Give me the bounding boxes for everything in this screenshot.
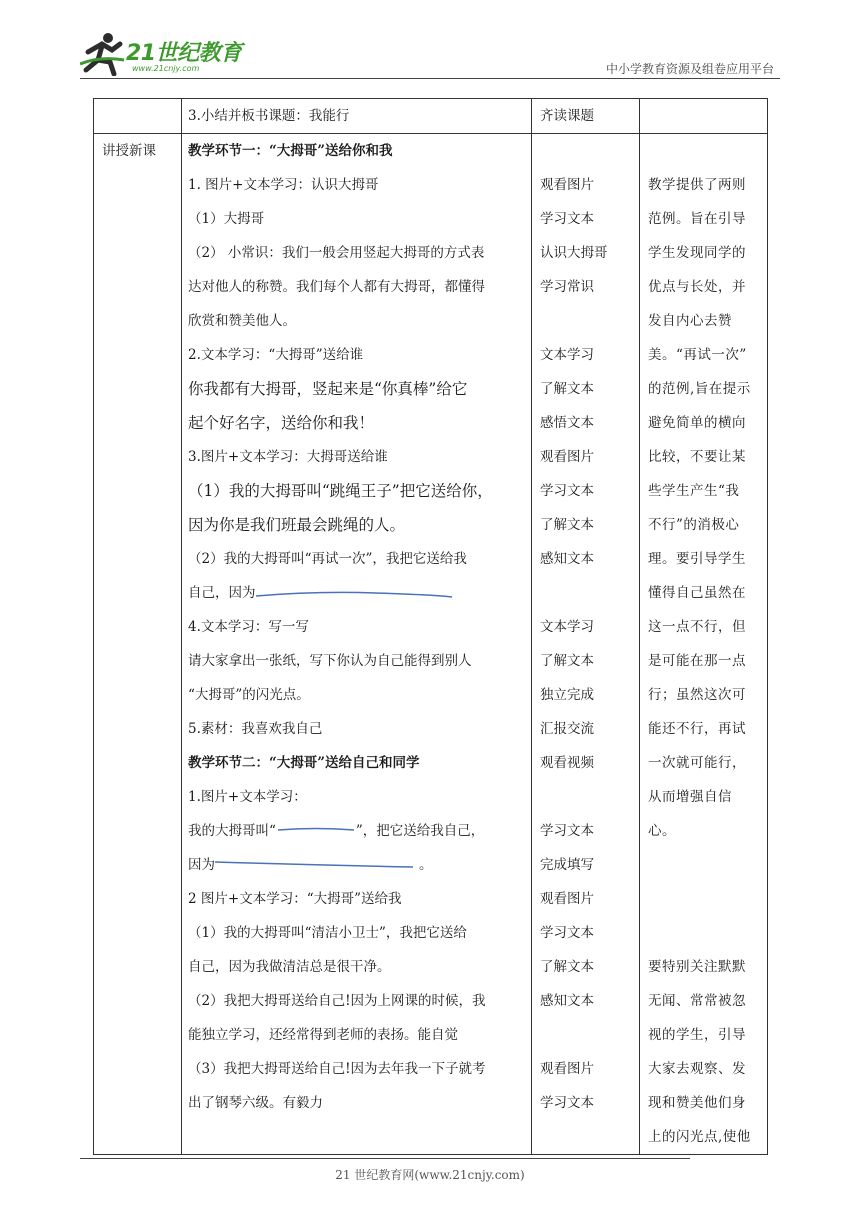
content-line: （1）我的大拇哥叫“跳绳王子”把它送给你， [188,482,493,500]
activity-line [532,134,639,168]
intent-line: 要特别关注默默 [648,959,746,975]
activity-line: 了解文本 [540,381,594,397]
activity-line [532,304,639,338]
content-line: 出了钢琴六级。有毅力 [188,1095,323,1111]
content-line: 因为你是我们班最会跳绳的人。 [188,516,406,534]
intent-line [640,134,767,168]
header-divider [80,78,780,79]
content-line: 达对他人的称赞。我们每个人都有大拇哥，都懂得 [188,279,485,295]
activity-line: 齐读课题 [540,108,594,124]
intent-line: 现和赞美他们身 [648,1095,746,1111]
intent-line: 教学提供了两则 [648,177,746,193]
site-logo[interactable] [80,30,250,78]
intent-line: 视的学生，引导 [648,1027,746,1043]
content-line: 教学环节二：“大拇哥”送给自己和同学 [188,755,420,771]
activity-line: 观看图片 [540,1061,594,1077]
activity-line: 文本学习 [540,619,594,635]
content-line: （1）我的大拇哥叫“清洁小卫士”，我把它送给 [188,925,467,941]
activity-line: 感知文本 [540,551,594,567]
intent-line: 行；虽然这次可 [648,687,746,703]
activity-line: 了解文本 [540,653,594,669]
content-line: （2）我把大拇哥送给自己!因为上网课的时候，我 [188,993,486,1009]
handwritten-blank [215,859,415,873]
intent-line: 无闻、常常被忽 [648,993,746,1009]
intent-line: 学生发现同学的 [648,245,746,261]
activity-line: 观看图片 [540,891,594,907]
intent-line: 从而增强自信 [648,789,732,805]
content-line: （1）大拇哥 [188,211,265,227]
activity-line: 学习文本 [540,483,594,499]
platform-title: 中小学教育资源及组卷应用平台 [605,62,774,76]
content-line-text: 。 [419,857,433,873]
intent-line: 上的闪光点,使他 [648,1129,751,1145]
intent-line: 大家去观察、发 [648,1061,746,1077]
content-line [182,848,531,882]
activity-line [532,1018,639,1052]
intent-line: 发自内心去赞 [648,313,732,329]
section-label: 讲授新课 [102,143,156,159]
content-line: 欣赏和赞美他人。 [188,313,296,329]
intent-line: 心。 [648,823,676,839]
activity-cell [532,134,640,1155]
intent-line: 是可能在那一点 [648,653,746,669]
content-line: 你我都有大拇哥，竖起来是“你真棒”给它 [188,380,468,398]
activity-line: 学习常识 [540,279,594,295]
content-line: 5.素材：我喜欢我自己 [188,721,323,737]
activity-line: 观看视频 [540,755,594,771]
intent-line: 这一点不行，但 [648,619,746,635]
content-line: 能独立学习，还经常得到老师的表扬。能自觉 [188,1027,458,1043]
table-row [94,134,768,1155]
content-line: 起个好名字，送给你和我！ [188,414,375,432]
content-line [182,814,531,848]
activity-cell [532,99,640,134]
table-row [94,99,768,134]
page-header [0,0,860,82]
activity-line: 学习文本 [540,925,594,941]
activity-line: 独立完成 [540,687,594,703]
content-cell [182,134,532,1155]
activity-line: 汇报交流 [540,721,594,737]
lesson-plan-table [93,98,768,1155]
content-line: 请大家拿出一张纸，写下你认为自己能得到别人 [188,653,472,669]
intent-line: 美。“再试一次” [648,347,747,363]
intent-cell [640,99,768,134]
intent-line: 些学生产生“我 [648,483,740,499]
intent-line [640,882,767,916]
intent-line: 不行”的消极心 [648,517,740,533]
logo-brand-text: 21世纪教育 [126,41,242,66]
content-line: 4.文本学习：写一写 [188,619,309,635]
content-line: 1.图片+文本学习： [188,789,307,805]
content-line: （2）我的大拇哥叫“再试一次”，我把它送给我 [188,551,467,567]
activity-line [532,576,639,610]
content-cell [182,99,532,134]
intent-line: 懂得自己虽然在 [648,585,746,601]
logo-url-text: www.21cnjy.com [132,64,200,73]
content-line-text: 我的大拇哥叫“ [188,823,276,839]
section-cell [94,134,182,1155]
content-line-text: ”，把它送给我自己， [355,823,485,839]
activity-line: 了解文本 [540,959,594,975]
content-line-text: 自己，因为 [188,585,256,601]
activity-line: 感悟文本 [540,415,594,431]
content-line-text: 因为 [188,857,215,873]
content-line: 2 图片+文本学习：“大拇哥”送给我 [188,891,402,907]
activity-line: 学习文本 [540,211,594,227]
intent-cell [640,134,768,1155]
content-line: 3.小结并板书课题：我能行 [188,108,350,124]
handwritten-blank [256,587,426,601]
handwritten-blank [276,825,356,839]
runner-logo-icon [80,30,126,76]
footer-divider [80,1158,690,1159]
activity-line [532,780,639,814]
intent-line: 一次就可能行， [648,755,746,771]
content-line: 2.文本学习：“大拇哥”送给谁 [188,347,364,363]
intent-line: 比较，不要让某 [648,449,746,465]
activity-line: 观看图片 [540,177,594,193]
intent-line: 的范例,旨在提示 [648,381,751,397]
content-line: （3）我把大拇哥送给自己!因为去年我一下子就考 [188,1061,486,1077]
footer-link[interactable]: 21 世纪教育网(www.21cnjy.com) [335,1168,525,1182]
activity-line: 完成填写 [540,857,594,873]
activity-line: 学习文本 [540,1095,594,1111]
intent-line [640,848,767,882]
content-line: 1. 图片+文本学习：认识大拇哥 [188,177,379,193]
content-line [182,576,531,610]
content-line: 3.图片+文本学习：大拇哥送给谁 [188,449,388,465]
intent-line: 优点与长处，并 [648,279,746,295]
activity-line: 观看图片 [540,449,594,465]
content-line: （2） 小常识：我们一般会用竖起大拇哥的方式表 [188,245,485,261]
activity-line: 了解文本 [540,517,594,533]
section-cell [94,99,182,134]
content-line: 自己，因为我做清洁总是很干净。 [188,959,391,975]
activity-line: 文本学习 [540,347,594,363]
activity-line: 学习文本 [540,823,594,839]
content-line: “大拇哥”的闪光点。 [188,687,310,703]
intent-line: 理。要引导学生 [648,551,746,567]
intent-line: 能还不行，再试 [648,721,746,737]
activity-line: 感知文本 [540,993,594,1009]
intent-line [640,916,767,950]
content-line: 教学环节一：“大拇哥”送给你和我 [188,143,393,159]
activity-line: 认识大拇哥 [540,245,608,261]
intent-line: 范例。旨在引导 [648,211,746,227]
intent-line: 避免简单的横向 [648,415,746,431]
